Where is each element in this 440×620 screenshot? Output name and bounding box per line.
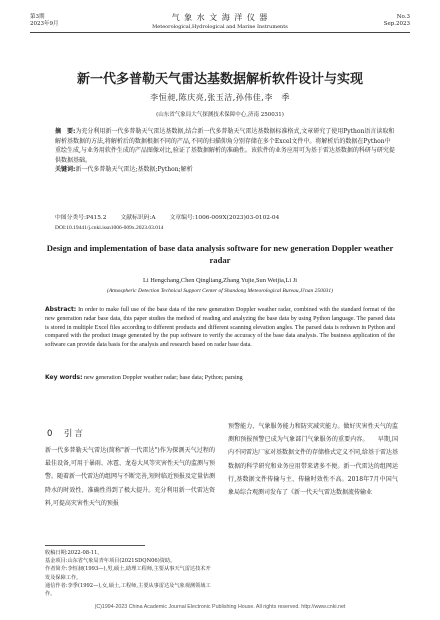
abstract-cn <box>55 127 395 175</box>
footnote-rule <box>45 545 145 546</box>
footnotes <box>45 549 215 598</box>
authors-cn: 李恒昶,陈庆亮,张玉洁,孙伟佳,李 季 <box>150 93 290 102</box>
footnote-received: 收稿日期:2022-08-11。 <box>45 550 103 556</box>
header-right <box>384 14 410 28</box>
body-left-column: 新一代多普勒天气雷达(简称"新一代雷达")作为探测天气过程的最佳设备,可用于暴雨、冰雹、龙卷大风等灾害性天气的监测与预警。随着新一代雷达的组网与不断完善,短时临近预报及定量估测降水的时效性、准确性得到了极大提升。充分利用新一代雷达资料,可提高灾害性天气的预报 <box>45 447 215 507</box>
abstract-en-label: Abstract: <box>45 306 77 313</box>
keywords-cn-text: 新一代多普勒天气雷达;基数据;Python;解析 <box>75 166 193 174</box>
issue-cn: 第3期 <box>30 14 45 20</box>
abstract-en-text: In order to make full use of the base data of the new generation Doppler weather radar, combined with the standard format of the new generation radar base data, this paper studies the method of reading and analyzing the base data by using Python language. The parsed data is stored in multiple Excel files according to different products and different scanning elevation angles. The parsed data is redrawn in Python and compared with the product image generated by the pup software to verify the accuracy of the base data analysis. The business application of the software can provide data basis for the analysis and research based on radar base data. <box>45 307 396 349</box>
keywords-en-label: Key words: <box>45 374 83 381</box>
document-code: 文献标识码:A <box>120 215 156 221</box>
meta-cn <box>55 214 395 222</box>
footnote-author: 作者简介:李恒昶(1993—),男,硕士,助理工程师,主要从事天气雷达技术开发及保障工作。 <box>45 566 211 581</box>
abstract-cn-label: 摘 要: <box>55 128 76 135</box>
keywords-cn-label: 关键词: <box>55 166 76 174</box>
footnote-funding: 基金项目:山东省气象局青年项目(2021SDQN06)资助。 <box>45 558 176 565</box>
section-title: 引言 <box>63 429 85 439</box>
keywords-en-text: new generation Doppler weather radar; base data; Python; parsing <box>84 375 243 381</box>
section-number: 0 <box>47 429 55 439</box>
keywords-en <box>45 374 395 382</box>
body-right-column: 预警能力、气象服务能力和防灾减灾能力。做好灾害性天气的监测和预报预警已成为气象部门气象服务的重要内容。 早期,国内不同雷达厂家对基数据文件的存储格式定义不同,给基于雷达基数据的科学研究和业务应用带来诸多不便。新一代雷达的组网运行,基数据文件传输与主、传输时效性不高。2018年7月中国气象局综合观测司发布了《新一代天气雷达数据流传输业 <box>228 423 398 497</box>
section-heading <box>47 427 85 439</box>
title-cn: 新一代多普勒天气雷达基数据解析软件设计与实现 <box>76 72 363 87</box>
abstract-cn-text: 为充分利用新一代多普勒天气雷达基数据,结合新一代多普勒天气雷达基数据标准格式,文章研究了使用Python语言读取和解析基数据的方法,将解析后的数据根据不同的产品,不同的扫描仰角分别存储在多个Excel文件中。将解析后的数据在Python中重绘生成,与业务用软件生成的产品图像对比,验证了基数据解析的准确性。该软件的业务应用可为基于雷达基数据的科研与研究提供数据基础。 <box>55 128 395 164</box>
header-rule <box>30 32 410 33</box>
issue-en: No.3 <box>396 14 410 20</box>
authors-en: Li Hengchang,Chen Qingliang,Zhang Yujie,Sun Weijia,Li Ji <box>142 277 298 284</box>
article-number: 文章编号:1006-009X(2023)03-0102-04 <box>169 215 280 221</box>
journal-header <box>0 12 440 30</box>
copyright-footer: (C)1994-2023 China Academic Journal Electronic Publishing House. All rights reserved. http://www.cnki.net <box>94 604 346 610</box>
footnote-corresponding: 通信作者:李季(1992—),女,硕士,工程师,主要从事雷达及气象观测领域工作。 <box>45 582 211 598</box>
date-cn: 2023年9月 <box>30 21 59 27</box>
doi[interactable]: DOI:10.19441/j.cnki.issn1006-009x.2023.03.014 <box>55 225 164 231</box>
affiliation-cn: (山东省气象局大气探测技术保障中心,济南 250031) <box>156 112 284 118</box>
affiliation-en: (Atmospheric Detection Technical Support Center of Shandong Meteorological Bureau,Ji'nan 250031) <box>106 288 334 294</box>
clc-number: 中图分类号:P415.2 <box>55 215 107 221</box>
title-en: Design and implementation of base data analysis software for new generation Doppler weather radar <box>46 243 394 265</box>
abstract-en <box>45 306 395 350</box>
journal-name-cn: 气 象 水 文 海 洋 仪 器 <box>171 13 269 22</box>
journal-name-en: Meteorological,Hydrological and Marine Instruments <box>152 24 288 30</box>
date-en: Sep.2023 <box>383 21 410 27</box>
